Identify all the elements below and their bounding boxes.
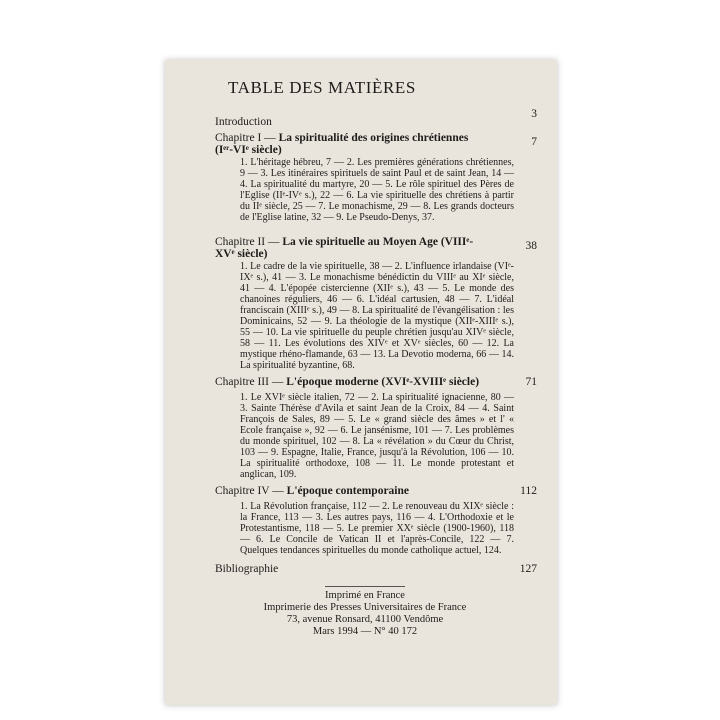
entry-label: Bibliographie: [215, 563, 279, 575]
page-number: 127: [519, 563, 537, 575]
toc-entry-chapter-2: [215, 236, 515, 260]
chapter-label: Chapitre III —: [215, 376, 284, 388]
chapter-label: Chapitre I —: [215, 132, 276, 144]
toc-entry-chapter-4: [215, 485, 515, 497]
chapter-title-cont: (Iᵉʳ-VIᵉ siècle): [215, 144, 282, 156]
colophon: [215, 590, 515, 638]
chapter-title: L'époque moderne (XVIᵉ-XVIIIᵉ siècle): [286, 376, 480, 388]
chapter-2-sections: 1. Le cadre de la vie spirituelle, 38 — 2. L'influence irlandaise (VIᵉ-IXᵉ s.), 41 — 3. Le monachisme bénédictin du VIIIᵉ au XIᵉ siècle, 41 — 4. L'épopée cistercienne (XIIᵉ s.), 43 — 5. Le monde des chanoines réguliers, 46 — 6. L'idéal cartusien, 48 — 7. L'idéal franciscain (XIIIᵉ s.), 49 — 8. La spiritualité de l'évangélisation : les Dominicains, 52 — 9. La théologie de la mystique (XIIᵉ-XIIIᵉ s.), 55 — 10. La vie spirituelle du peuple chrétien jusqu'au XIVᵉ siècle, 58 — 11. Les évolutions des XIVᵉ et XVᵉ siècles, 60 — 12. La mystique rhéno-flamande, 63 — 13. La Devotio moderna, 66 — 14. La spiritualité byzantine, 68.: [240, 261, 514, 371]
page-title: TABLE DES MATIÈRES: [228, 78, 416, 97]
book-page: [165, 60, 557, 705]
toc-entry-chapter-1: [215, 132, 515, 156]
chapter-label: Chapitre IV —: [215, 485, 284, 497]
page-number: 3: [531, 108, 537, 120]
colophon-line: Mars 1994 — N° 40 172: [312, 626, 418, 637]
toc-entry-introduction: [215, 116, 515, 129]
toc-entry-chapter-3: [215, 376, 515, 388]
entry-label: Introduction: [215, 116, 272, 128]
chapter-label: Chapitre II —: [215, 236, 280, 248]
page-number: 38: [525, 240, 537, 252]
page-number: 7: [531, 136, 537, 148]
chapter-4-sections: 1. La Révolution française, 112 — 2. Le renouveau du XIXᵉ siècle : la France, 113 — 3. Les autres pays, 116 — 4. L'Orthodoxie et le Protestantisme, 118 — 5. Le premier XXᵉ siècle (1900-1960), 118 — 6. Le Concile de Vatican II et l'après-Concile, 122 — 7. Quelques tendances spirituelles du monde catholique actuel, 124.: [240, 501, 514, 556]
chapter-1-sections: 1. L'héritage hébreu, 7 — 2. Les premières générations chrétiennes, 9 — 3. Les itinéraires spirituels de saint Paul et de saint Jean, 14 — 4. La spiritualité du martyre, 20 — 5. Le rôle spirituel des Pères de l'Eglise (IIᵉ-IVᵉ s.), 22 — 6. La vie spirituelle des chrétiens à partir du IIᵉ siècle, 25 — 7. Le monachisme, 29 — 8. Les grands docteurs de l'Eglise latine, 32 — 9. Le Pseudo-Denys, 37.: [240, 157, 514, 223]
chapter-title: L'époque contemporaine: [286, 485, 410, 497]
page-number: 112: [520, 485, 537, 497]
colophon-line: Imprimé en France: [325, 590, 405, 601]
colophon-line: Imprimerie des Presses Universitaires de France: [263, 602, 467, 613]
colophon-line: 73, avenue Ronsard, 41100 Vendôme: [286, 614, 444, 625]
toc-entry-bibliographie: [215, 563, 515, 576]
chapter-3-sections: 1. Le XVIᵉ siècle italien, 72 — 2. La spiritualité ignacienne, 80 — 3. Sainte Thérèse d'Avila et saint Jean de la Croix, 84 — 4. Saint François de Sales, 89 — 5. Le « grand siècle des âmes » et l' « Ecole française », 92 — 6. Le jansénisme, 101 — 7. Les problèmes du monde spirituel, 102 — 8. La « révélation » du Cœur du Christ, 103 — 9. Espagne, Italie, France, jusqu'à la Révolution, 106 — 10. La spiritualité orthodoxe, 108 — 11. Le monde protestant et anglican, 109.: [240, 392, 514, 480]
chapter-title: La vie spirituelle au Moyen Age (VIIIᵉ-: [282, 236, 474, 248]
divider: [325, 586, 405, 587]
page-number: 71: [525, 376, 537, 388]
chapter-title-cont: XVᵉ siècle): [215, 248, 268, 260]
chapter-title: La spiritualité des origines chrétiennes: [278, 132, 469, 144]
